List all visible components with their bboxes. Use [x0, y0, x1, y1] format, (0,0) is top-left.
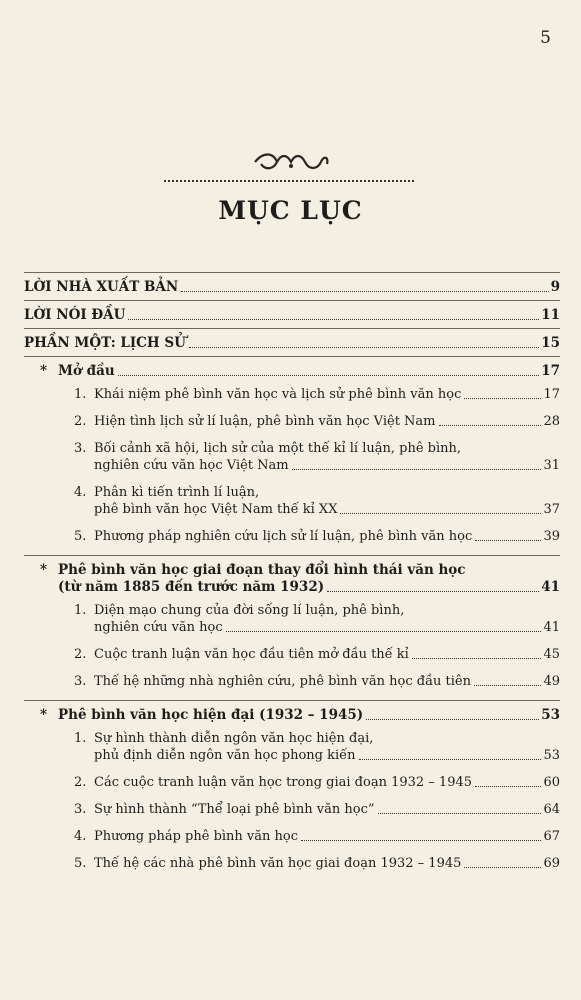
item-number: 5. — [74, 529, 87, 544]
divider — [24, 555, 560, 556]
toc-entry-text: Sự hình thành “Thể loại phê bình văn học” — [94, 802, 375, 817]
toc-line — [24, 562, 560, 579]
toc-line — [74, 457, 560, 474]
toc-entry-text: Khái niệm phê bình văn học và lịch sử phê bình văn học — [94, 387, 462, 402]
toc-line — [74, 484, 560, 501]
toc-entry-text: Phê bình văn học giai đoạn thay đổi hình thái văn học — [58, 562, 466, 578]
toc-top-entry[interactable] — [24, 279, 560, 296]
dot-leader — [439, 425, 542, 426]
toc-entry-text: Bối cảnh xã hội, lịch sử của một thế kỉ lí luận, phê bình, — [94, 441, 462, 456]
toc-line — [74, 828, 560, 845]
dot-leader — [475, 786, 541, 787]
toc-item[interactable] — [74, 440, 560, 474]
toc-page-number: 60 — [543, 775, 560, 790]
toc-item[interactable] — [74, 774, 560, 791]
page-number: 5 — [540, 28, 551, 48]
dot-leader — [474, 685, 541, 686]
item-number: 1. — [74, 731, 87, 746]
bullet-star: * — [40, 562, 48, 578]
dot-leader — [464, 398, 541, 399]
item-number: 3. — [74, 674, 87, 689]
toc-top-entry[interactable] — [24, 307, 560, 324]
toc-line — [74, 673, 560, 690]
toc-entry-text: LỜI NHÀ XUẤT BẢN — [24, 279, 179, 295]
toc-line — [24, 279, 560, 296]
toc-item[interactable] — [74, 730, 560, 764]
toc-line — [74, 774, 560, 791]
item-number: 2. — [74, 775, 87, 790]
toc-line — [24, 707, 560, 724]
item-number: 3. — [74, 441, 87, 456]
toc-entry-text: Diện mạo chung của đời sống lí luận, phê bình, — [94, 603, 405, 618]
toc-line — [74, 730, 560, 747]
toc-entry-text: Sự hình thành diễn ngôn văn học hiện đại, — [94, 731, 374, 746]
toc-entry-text: Thế hệ những nhà nghiên cứu, phê bình văn học đầu tiên — [94, 674, 471, 689]
toc-page-number: 17 — [541, 363, 560, 379]
toc-line — [74, 646, 560, 663]
divider — [24, 328, 560, 329]
toc-page-number: 9 — [550, 279, 560, 295]
toc-entry-text: Thế hệ các nhà phê bình văn học giai đoạn 1932 – 1945 — [94, 856, 462, 871]
toc-line — [74, 386, 560, 403]
toc-line — [74, 501, 560, 518]
toc-line — [74, 619, 560, 636]
section-heading[interactable] — [24, 562, 560, 596]
toc-item[interactable] — [74, 602, 560, 636]
toc-page-number: 53 — [543, 748, 560, 763]
toc-item[interactable] — [74, 484, 560, 518]
toc-page-number: 69 — [543, 856, 560, 871]
title-rule — [164, 180, 414, 182]
dot-leader — [412, 658, 542, 659]
toc-line — [24, 579, 560, 596]
toc-item[interactable] — [74, 801, 560, 818]
toc-page-number: 49 — [543, 674, 560, 689]
toc-entry-text: LỜI NÓI ĐẦU — [24, 307, 126, 323]
item-number: 2. — [74, 414, 87, 429]
toc-page-number: 37 — [543, 502, 560, 517]
toc-page-number: 64 — [543, 802, 560, 817]
toc-page-number: 53 — [541, 707, 560, 723]
item-number: 3. — [74, 802, 87, 817]
toc-page-number: 45 — [543, 647, 560, 662]
toc-item[interactable] — [74, 828, 560, 845]
toc-page-number: 28 — [543, 414, 560, 429]
dot-leader — [128, 319, 539, 320]
toc-page-number: 11 — [541, 307, 560, 323]
section-heading[interactable] — [24, 707, 560, 724]
item-number: 4. — [74, 485, 87, 500]
toc-entry-text: PHẦN MỘT: LỊCH SỬ — [24, 335, 186, 351]
toc-item[interactable] — [74, 413, 560, 430]
dot-leader — [189, 347, 539, 348]
toc-item[interactable] — [74, 646, 560, 663]
toc-entry-text: Hiện tình lịch sử lí luận, phê bình văn học Việt Nam — [94, 414, 436, 429]
toc-page-number: 39 — [543, 529, 560, 544]
toc-line — [74, 602, 560, 619]
toc-line — [74, 855, 560, 872]
table-of-contents — [24, 268, 560, 882]
toc-entry-text: Phê bình văn học hiện đại (1932 – 1945) — [58, 707, 364, 723]
dot-leader — [327, 591, 539, 592]
toc-entry-text: nghiên cứu văn học — [94, 620, 223, 635]
dot-leader — [378, 813, 542, 814]
toc-page-number: 41 — [541, 579, 560, 595]
toc-page-number: 17 — [543, 387, 560, 402]
dot-leader — [226, 631, 542, 632]
item-number: 1. — [74, 603, 87, 618]
ornament — [0, 150, 581, 178]
dot-leader — [301, 840, 541, 841]
toc-line — [74, 801, 560, 818]
ornament-icon — [251, 150, 331, 174]
toc-entry-text: phủ định diễn ngôn văn học phong kiến — [94, 748, 356, 763]
toc-line — [74, 440, 560, 457]
dot-leader — [464, 867, 541, 868]
toc-entry-text: Các cuộc tranh luận văn học trong giai đoạn 1932 – 1945 — [94, 775, 473, 790]
dot-leader — [292, 469, 542, 470]
divider — [24, 700, 560, 701]
bullet-star: * — [40, 707, 48, 723]
dot-leader — [366, 719, 539, 720]
dot-leader — [181, 291, 548, 292]
bullet-star: * — [40, 363, 48, 379]
toc-line — [24, 363, 560, 380]
toc-line — [74, 528, 560, 545]
dot-leader — [475, 540, 541, 541]
toc-entry-text: Phương pháp phê bình văn học — [94, 829, 299, 844]
item-number: 4. — [74, 829, 87, 844]
toc-line — [74, 413, 560, 430]
toc-entry-text: nghiên cứu văn học Việt Nam — [94, 458, 289, 473]
toc-item[interactable] — [74, 528, 560, 545]
toc-entry-text: Mở đầu — [58, 363, 115, 379]
toc-entry-text: Cuộc tranh luận văn học đầu tiên mở đầu thế kỉ — [94, 647, 409, 662]
toc-entry-text: phê bình văn học Việt Nam thế kỉ XX — [94, 502, 338, 517]
toc-item[interactable] — [74, 855, 560, 872]
item-number: 2. — [74, 647, 87, 662]
item-number: 5. — [74, 856, 87, 871]
dot-leader — [118, 375, 540, 376]
divider — [24, 272, 560, 273]
toc-line — [24, 307, 560, 324]
dot-leader — [340, 513, 541, 514]
toc-item[interactable] — [74, 386, 560, 403]
item-number: 1. — [74, 387, 87, 402]
dot-leader — [359, 759, 542, 760]
divider — [24, 300, 560, 301]
toc-page-number: 31 — [543, 458, 560, 473]
toc-page-number: 15 — [541, 335, 560, 351]
toc-item[interactable] — [74, 673, 560, 690]
toc-line — [74, 747, 560, 764]
toc-entry-text: (từ năm 1885 đến trước năm 1932) — [58, 579, 325, 595]
divider — [24, 356, 560, 357]
toc-page-number: 41 — [543, 620, 560, 635]
toc-line — [24, 335, 560, 352]
page-title: MỤC LỤC — [218, 196, 363, 225]
toc-entry-text: Phân kì tiến trình lí luận, — [94, 485, 260, 500]
section-heading[interactable] — [24, 363, 560, 380]
toc-top-entry[interactable] — [24, 335, 560, 352]
toc-page-number: 67 — [543, 829, 560, 844]
toc-entry-text: Phương pháp nghiên cứu lịch sử lí luận, phê bình văn học — [94, 529, 473, 544]
